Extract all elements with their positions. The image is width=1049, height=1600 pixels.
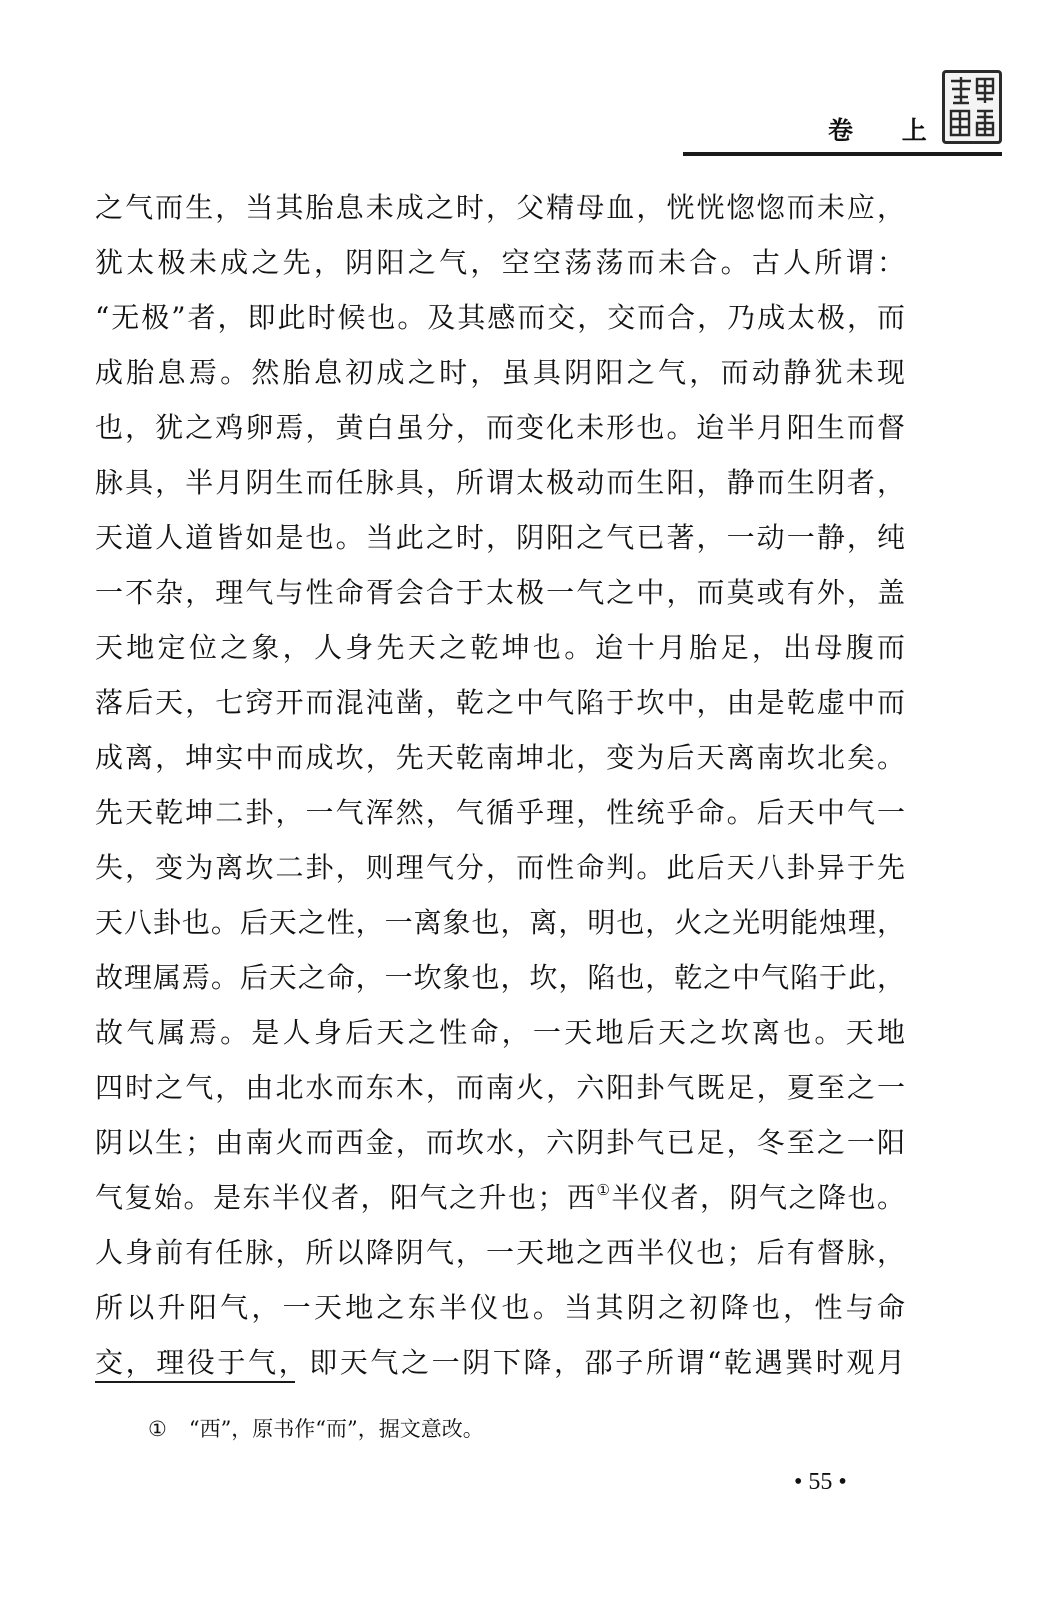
footnote-text: “西”，原书作“而”，据文意改。 [188, 1417, 484, 1441]
text-line: 四时之气，由北水而东木，而南火，六阳卦气既足，夏至之一 [95, 1071, 905, 1104]
footnote-mark: ① [148, 1417, 167, 1441]
footnote [148, 1414, 484, 1444]
text-line-with-note [95, 1170, 905, 1225]
body-text [95, 180, 905, 1390]
text-segment: 半仪者，阴气之降也。 [611, 1181, 905, 1214]
text-line: 一不杂，理气与性命胥会合于太极一气之中，而莫或有外，盖 [95, 576, 905, 609]
text-line: 先天乾坤二卦，一气浑然，气循乎理，性统乎命。后天中气一 [95, 796, 905, 829]
text-line: 阴以生；由南火而西金，而坎水，六阴卦气已足，冬至之一阳 [95, 1126, 905, 1159]
text-line: 落后天，七窍开而混沌凿，乾之中气陷于坎中，由是乾虚中而 [95, 686, 905, 719]
text-line: 所以升阳气，一天地之东半仪也。当其阴之初降也，性与命 [95, 1291, 905, 1324]
text-line: 故气属焉。是人身后天之性命，一天地后天之坎离也。天地 [95, 1016, 905, 1049]
text-line: 脉具，半月阴生而任脉具，所谓太极动而生阳，静而生阴者， [95, 466, 905, 499]
text-line: 之气而生，当其胎息未成之时，父精母血，恍恍惚惚而未应， [95, 191, 905, 224]
text-line: 犹太极未成之先，阴阳之气，空空荡荡而未合。古人所谓： [95, 246, 905, 279]
text-line: 交，理役于气，即天气之一阴下降，邵子所谓“乾遇巽时观月 [95, 1346, 905, 1379]
text-line: 天地定位之象，人身先天之乾坤也。迨十月胎足，出母腹而 [95, 631, 905, 664]
text-line: 成胎息焉。然胎息初成之时，虽具阴阳之气，而动静犹未现 [95, 356, 905, 389]
text-line: 故理属焉。后天之命，一坎象也，坎，陷也，乾之中气陷于此， [95, 961, 905, 994]
page-number: • 55 • [794, 1469, 847, 1495]
text-line: 天八卦也。后天之性，一离象也，离，明也，火之光明能烛理， [95, 906, 905, 939]
footnote-rule [95, 1381, 295, 1383]
text-line: 人身前有任脉，所以降阴气，一天地之西半仪也；后有督脉， [95, 1236, 905, 1269]
text-segment: 气复始。是东半仪者，阳气之升也；西 [95, 1181, 597, 1214]
text-line: 天道人道皆如是也。当此之时，阴阳之气已著，一动一静，纯 [95, 521, 905, 554]
running-head: 卷 上 [828, 116, 947, 145]
seal-glyph-icon [945, 73, 999, 141]
text-line: “无极”者，即此时候也。及其感而交，交而合，乃成太极，而 [95, 301, 905, 334]
text-line: 成离，坤实中而成坎，先天乾南坤北，变为后天离南坎北矣。 [95, 741, 905, 774]
text-line: 失，变为离坎二卦，则理气分，而性命判。此后天八卦异于先 [95, 851, 905, 884]
text-line: 也，犹之鸡卵焉，黄白虽分，而变化未形也。迨半月阳生而督 [95, 411, 905, 444]
header-rule [683, 152, 1002, 156]
footnote-reference[interactable]: ① [596, 1181, 612, 1199]
seal-stamp [942, 70, 1002, 144]
